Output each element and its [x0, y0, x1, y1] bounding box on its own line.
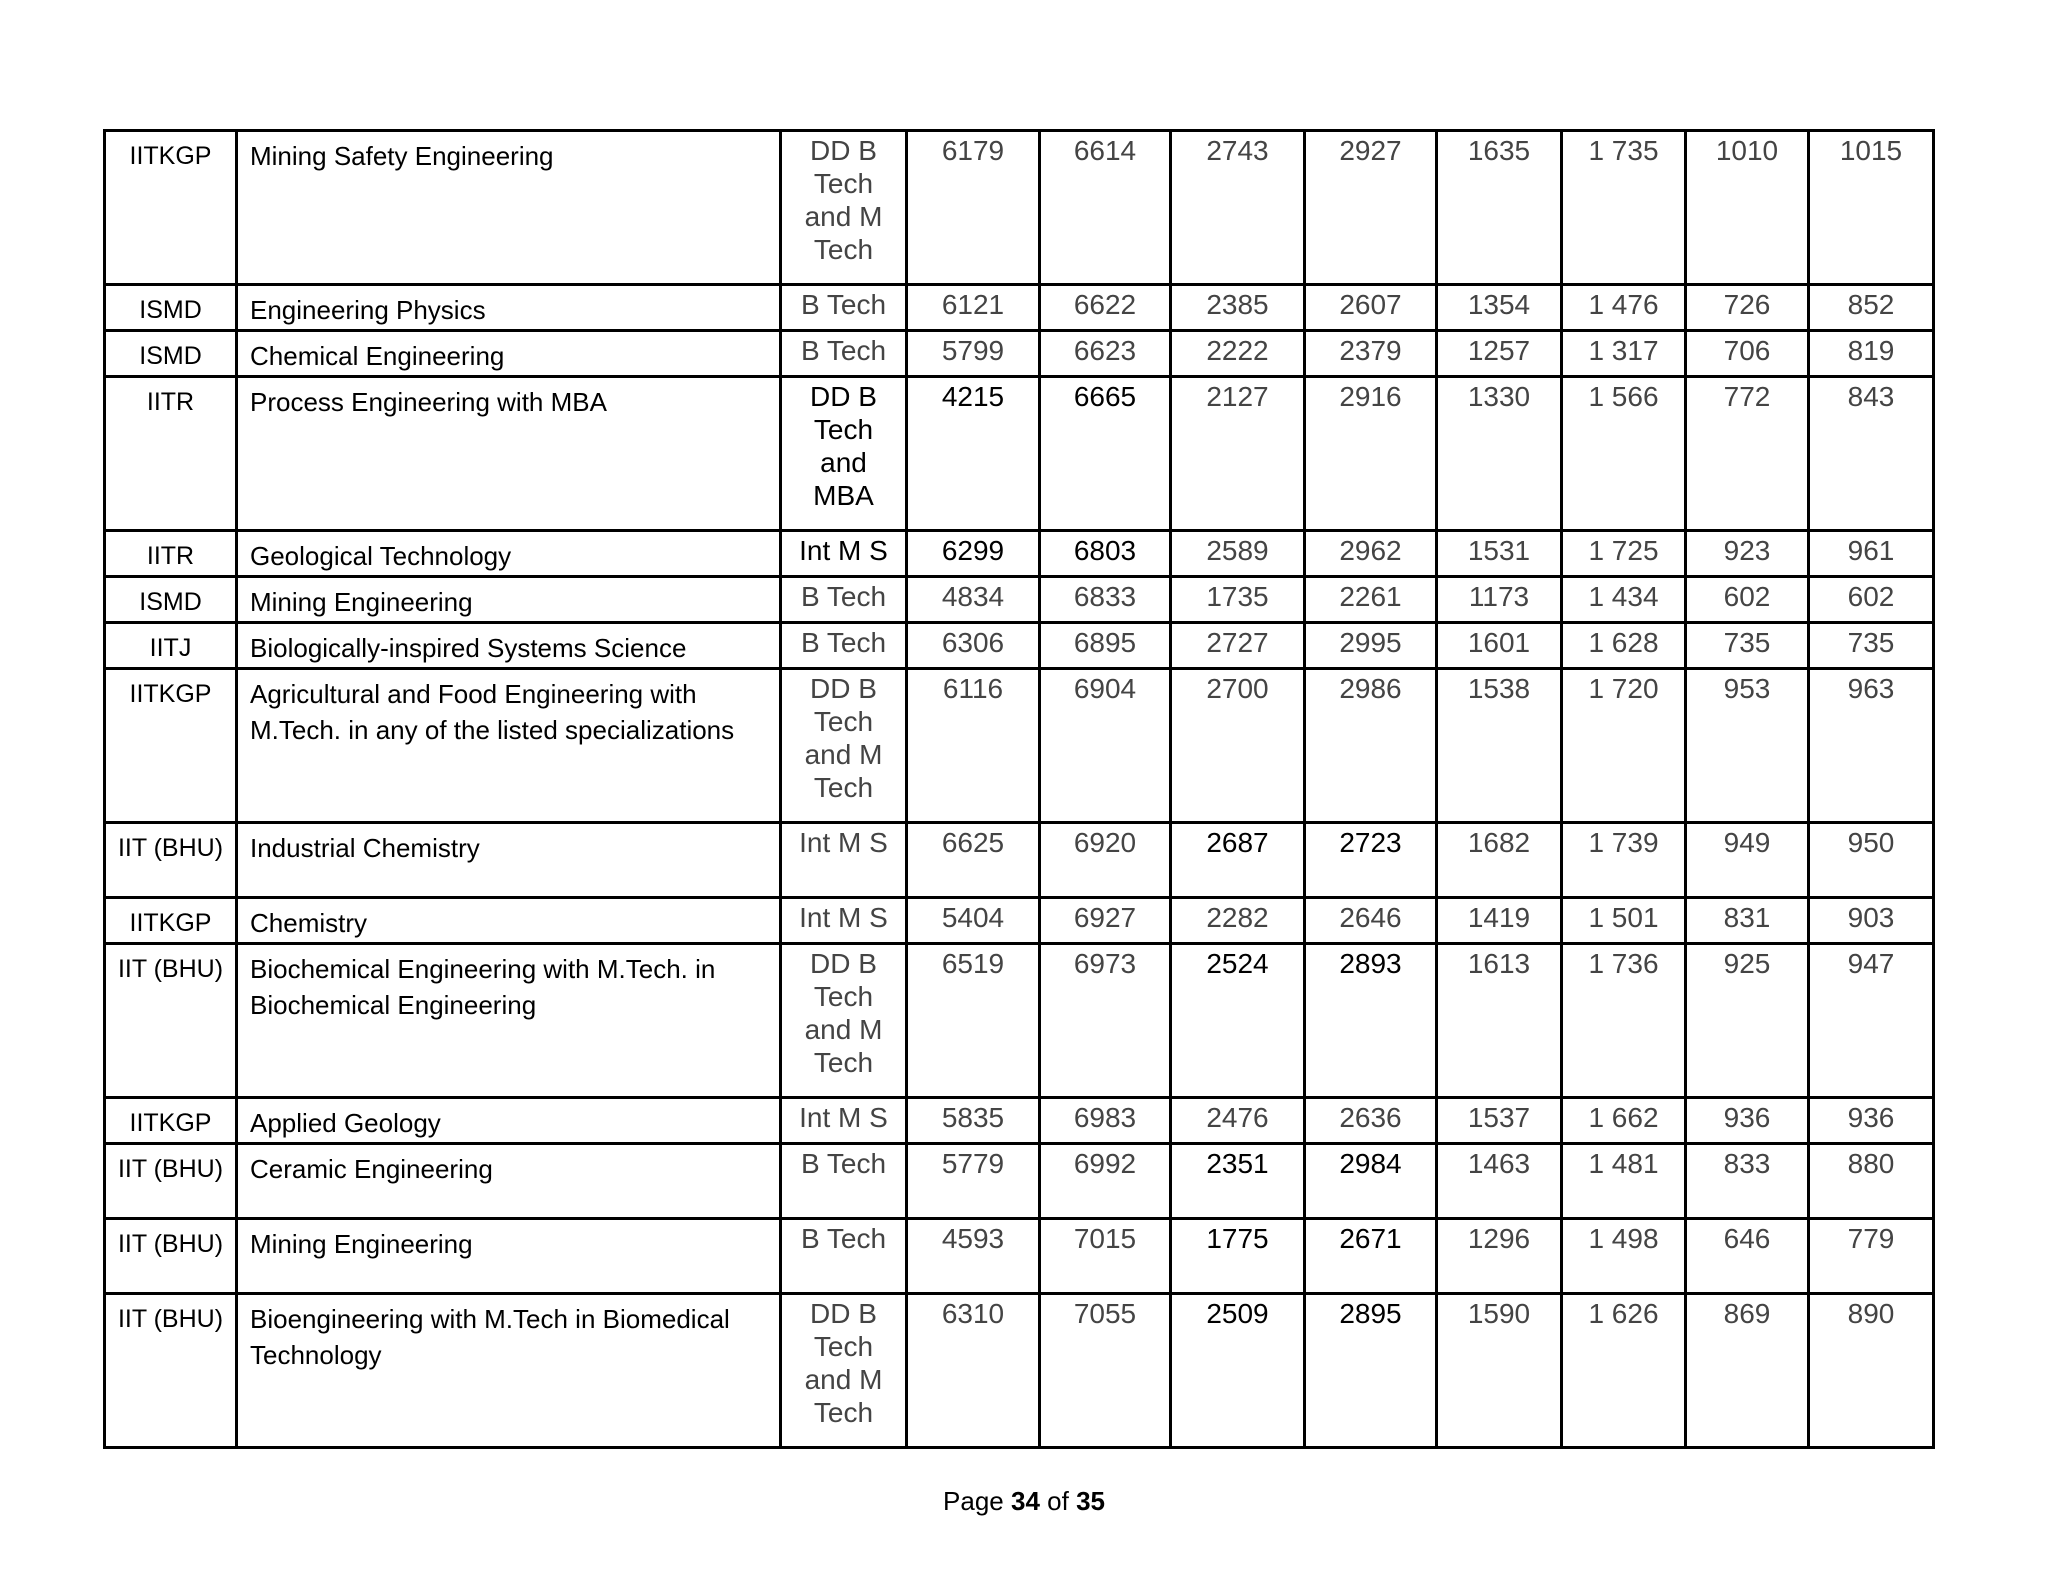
rank-cell: 1601: [1437, 623, 1562, 669]
program-cell: Mining Engineering: [237, 1219, 781, 1294]
degree-cell: DD B Tech and M Tech: [781, 131, 907, 285]
rank-cell: 2893: [1305, 944, 1437, 1098]
rank-cell: 6625: [907, 823, 1040, 898]
program-cell: Process Engineering with MBA: [237, 377, 781, 531]
rank-cell: 1 317: [1562, 331, 1686, 377]
program-cell: Agricultural and Food Engineering with M.Tech. in any of the listed specializations: [237, 669, 781, 823]
rank-cell: 5835: [907, 1098, 1040, 1144]
rank-cell: 6992: [1040, 1144, 1171, 1219]
rank-cell: 833: [1686, 1144, 1809, 1219]
rank-cell: 2727: [1171, 623, 1305, 669]
rank-cell: 735: [1809, 623, 1934, 669]
table-row: [105, 577, 1934, 623]
rank-cell: 2476: [1171, 1098, 1305, 1144]
rank-cell: 1296: [1437, 1219, 1562, 1294]
rank-cell: 6927: [1040, 898, 1171, 944]
degree-cell: B Tech: [781, 577, 907, 623]
program-cell: Applied Geology: [237, 1098, 781, 1144]
footer-total-pages: 35: [1076, 1486, 1105, 1516]
rank-cell: 903: [1809, 898, 1934, 944]
table-row: [105, 285, 1934, 331]
degree-cell: Int M S: [781, 898, 907, 944]
institute-cell: IIT (BHU): [105, 1294, 237, 1448]
rank-cell: 1 628: [1562, 623, 1686, 669]
rank-cell: 6895: [1040, 623, 1171, 669]
rank-cell: 2916: [1305, 377, 1437, 531]
rank-cell: 6179: [907, 131, 1040, 285]
rank-cell: 2646: [1305, 898, 1437, 944]
degree-cell: DD B Tech and M Tech: [781, 1294, 907, 1448]
program-cell: Mining Engineering: [237, 577, 781, 623]
rank-cell: 1 720: [1562, 669, 1686, 823]
rank-cell: 5779: [907, 1144, 1040, 1219]
rank-cell: 2282: [1171, 898, 1305, 944]
rank-cell: 2385: [1171, 285, 1305, 331]
program-cell: Geological Technology: [237, 531, 781, 577]
rank-cell: 936: [1686, 1098, 1809, 1144]
rank-cell: 2687: [1171, 823, 1305, 898]
table-row: [105, 531, 1934, 577]
rank-cell: 2607: [1305, 285, 1437, 331]
table-row: [105, 377, 1934, 531]
rank-cell: 646: [1686, 1219, 1809, 1294]
rank-cell: 953: [1686, 669, 1809, 823]
rank-cell: 2723: [1305, 823, 1437, 898]
institute-cell: IITR: [105, 531, 237, 577]
rank-cell: 936: [1809, 1098, 1934, 1144]
rank-cell: 2962: [1305, 531, 1437, 577]
rank-cell: 2379: [1305, 331, 1437, 377]
table-row: [105, 669, 1934, 823]
institute-cell: ISMD: [105, 285, 237, 331]
rank-cell: 6121: [907, 285, 1040, 331]
institute-cell: ISMD: [105, 331, 237, 377]
rank-cell: 726: [1686, 285, 1809, 331]
institute-cell: ISMD: [105, 577, 237, 623]
rank-cell: 6983: [1040, 1098, 1171, 1144]
rank-cell: 2995: [1305, 623, 1437, 669]
table-row: [105, 1144, 1934, 1219]
rank-cell: 1 498: [1562, 1219, 1686, 1294]
rank-cell: 1537: [1437, 1098, 1562, 1144]
rank-cell: 1257: [1437, 331, 1562, 377]
rank-cell: 1 476: [1562, 285, 1686, 331]
rank-cell: 5799: [907, 331, 1040, 377]
degree-cell: Int M S: [781, 1098, 907, 1144]
program-cell: Chemistry: [237, 898, 781, 944]
rank-cell: 6614: [1040, 131, 1171, 285]
rank-cell: 852: [1809, 285, 1934, 331]
rank-cell: 1173: [1437, 577, 1562, 623]
rank-cell: 6803: [1040, 531, 1171, 577]
institute-cell: IIT (BHU): [105, 1219, 237, 1294]
rank-cell: 602: [1686, 577, 1809, 623]
rank-cell: 6310: [907, 1294, 1040, 1448]
degree-cell: Int M S: [781, 823, 907, 898]
degree-cell: B Tech: [781, 285, 907, 331]
rank-cell: 949: [1686, 823, 1809, 898]
rank-cell: 7015: [1040, 1219, 1171, 1294]
table-row: [105, 131, 1934, 285]
footer-page-of: of: [1047, 1486, 1069, 1516]
rank-cell: 6904: [1040, 669, 1171, 823]
rank-cell: 1538: [1437, 669, 1562, 823]
rank-cell: 4593: [907, 1219, 1040, 1294]
program-cell: Bioengineering with M.Tech in Biomedical Technology: [237, 1294, 781, 1448]
institute-cell: IIT (BHU): [105, 823, 237, 898]
rank-cell: 735: [1686, 623, 1809, 669]
rank-cell: 6665: [1040, 377, 1171, 531]
program-cell: Biochemical Engineering with M.Tech. in Biochemical Engineering: [237, 944, 781, 1098]
rank-cell: 2895: [1305, 1294, 1437, 1448]
institute-cell: IITR: [105, 377, 237, 531]
rank-cell: 1 725: [1562, 531, 1686, 577]
rank-cell: 1015: [1809, 131, 1934, 285]
degree-cell: DD B Tech and M Tech: [781, 669, 907, 823]
degree-cell: B Tech: [781, 1219, 907, 1294]
table-row: [105, 823, 1934, 898]
rank-cell: 925: [1686, 944, 1809, 1098]
program-cell: Ceramic Engineering: [237, 1144, 781, 1219]
degree-cell: B Tech: [781, 623, 907, 669]
rank-cell: 2700: [1171, 669, 1305, 823]
institute-cell: IITKGP: [105, 1098, 237, 1144]
rank-cell: 602: [1809, 577, 1934, 623]
institute-cell: IITKGP: [105, 669, 237, 823]
rank-cell: 2986: [1305, 669, 1437, 823]
rank-cell: 880: [1809, 1144, 1934, 1219]
rank-cell: 963: [1809, 669, 1934, 823]
program-cell: Engineering Physics: [237, 285, 781, 331]
rank-cell: 772: [1686, 377, 1809, 531]
degree-cell: B Tech: [781, 1144, 907, 1219]
rank-cell: 4215: [907, 377, 1040, 531]
rank-cell: 2261: [1305, 577, 1437, 623]
rank-cell: 1 481: [1562, 1144, 1686, 1219]
rank-cell: 2636: [1305, 1098, 1437, 1144]
table-body: [105, 131, 1934, 1448]
rank-cell: 1 434: [1562, 577, 1686, 623]
program-cell: Chemical Engineering: [237, 331, 781, 377]
rank-cell: 5404: [907, 898, 1040, 944]
rank-cell: 1 736: [1562, 944, 1686, 1098]
rank-cell: 1735: [1171, 577, 1305, 623]
rank-cell: 1682: [1437, 823, 1562, 898]
degree-cell: Int M S: [781, 531, 907, 577]
rank-cell: 2671: [1305, 1219, 1437, 1294]
rank-cell: 1330: [1437, 377, 1562, 531]
rank-cell: 2589: [1171, 531, 1305, 577]
rank-cell: 6299: [907, 531, 1040, 577]
rank-cell: 819: [1809, 331, 1934, 377]
rank-cell: 2524: [1171, 944, 1305, 1098]
rank-cell: 1 662: [1562, 1098, 1686, 1144]
rank-cell: 6623: [1040, 331, 1171, 377]
institute-cell: IIT (BHU): [105, 944, 237, 1098]
degree-cell: B Tech: [781, 331, 907, 377]
rank-cell: 1613: [1437, 944, 1562, 1098]
table-row: [105, 898, 1934, 944]
table-row: [105, 1294, 1934, 1448]
rank-cell: 1775: [1171, 1219, 1305, 1294]
cutoff-table: [103, 129, 1935, 1449]
rank-cell: 1354: [1437, 285, 1562, 331]
degree-cell: DD B Tech and MBA: [781, 377, 907, 531]
rank-cell: 7055: [1040, 1294, 1171, 1448]
program-cell: Mining Safety Engineering: [237, 131, 781, 285]
rank-cell: 6622: [1040, 285, 1171, 331]
rank-cell: 706: [1686, 331, 1809, 377]
table-row: [105, 623, 1934, 669]
rank-cell: 2927: [1305, 131, 1437, 285]
rank-cell: 1 566: [1562, 377, 1686, 531]
rank-cell: 1 735: [1562, 131, 1686, 285]
rank-cell: 2222: [1171, 331, 1305, 377]
rank-cell: 2984: [1305, 1144, 1437, 1219]
rank-cell: 1 739: [1562, 823, 1686, 898]
rank-cell: 1419: [1437, 898, 1562, 944]
program-cell: Biologically-inspired Systems Science: [237, 623, 781, 669]
rank-cell: 2509: [1171, 1294, 1305, 1448]
rank-cell: 2351: [1171, 1144, 1305, 1219]
institute-cell: IITKGP: [105, 131, 237, 285]
rank-cell: 6920: [1040, 823, 1171, 898]
footer-current-page: 34: [1010, 1486, 1040, 1516]
institute-cell: IIT (BHU): [105, 1144, 237, 1219]
rank-cell: 4834: [907, 577, 1040, 623]
rank-cell: 947: [1809, 944, 1934, 1098]
rank-cell: 2743: [1171, 131, 1305, 285]
rank-cell: 1531: [1437, 531, 1562, 577]
rank-cell: 6116: [907, 669, 1040, 823]
table-row: [105, 1098, 1934, 1144]
degree-cell: DD B Tech and M Tech: [781, 944, 907, 1098]
rank-cell: 6833: [1040, 577, 1171, 623]
rank-cell: 779: [1809, 1219, 1934, 1294]
table-row: [105, 944, 1934, 1098]
program-cell: Industrial Chemistry: [237, 823, 781, 898]
rank-cell: 6519: [907, 944, 1040, 1098]
table-row: [105, 1219, 1934, 1294]
rank-cell: 1463: [1437, 1144, 1562, 1219]
rank-cell: 1 626: [1562, 1294, 1686, 1448]
institute-cell: IITKGP: [105, 898, 237, 944]
rank-cell: 6973: [1040, 944, 1171, 1098]
page-footer: [0, 1486, 2048, 1517]
rank-cell: 869: [1686, 1294, 1809, 1448]
rank-cell: 961: [1809, 531, 1934, 577]
rank-cell: 1010: [1686, 131, 1809, 285]
rank-cell: 950: [1809, 823, 1934, 898]
rank-cell: 1635: [1437, 131, 1562, 285]
rank-cell: 1590: [1437, 1294, 1562, 1448]
rank-cell: 890: [1809, 1294, 1934, 1448]
rank-cell: 1 501: [1562, 898, 1686, 944]
institute-cell: IITJ: [105, 623, 237, 669]
rank-cell: 831: [1686, 898, 1809, 944]
rank-cell: 6306: [907, 623, 1040, 669]
rank-cell: 843: [1809, 377, 1934, 531]
rank-cell: 2127: [1171, 377, 1305, 531]
table-row: [105, 331, 1934, 377]
footer-page-prefix: Page: [943, 1486, 1004, 1516]
rank-cell: 923: [1686, 531, 1809, 577]
